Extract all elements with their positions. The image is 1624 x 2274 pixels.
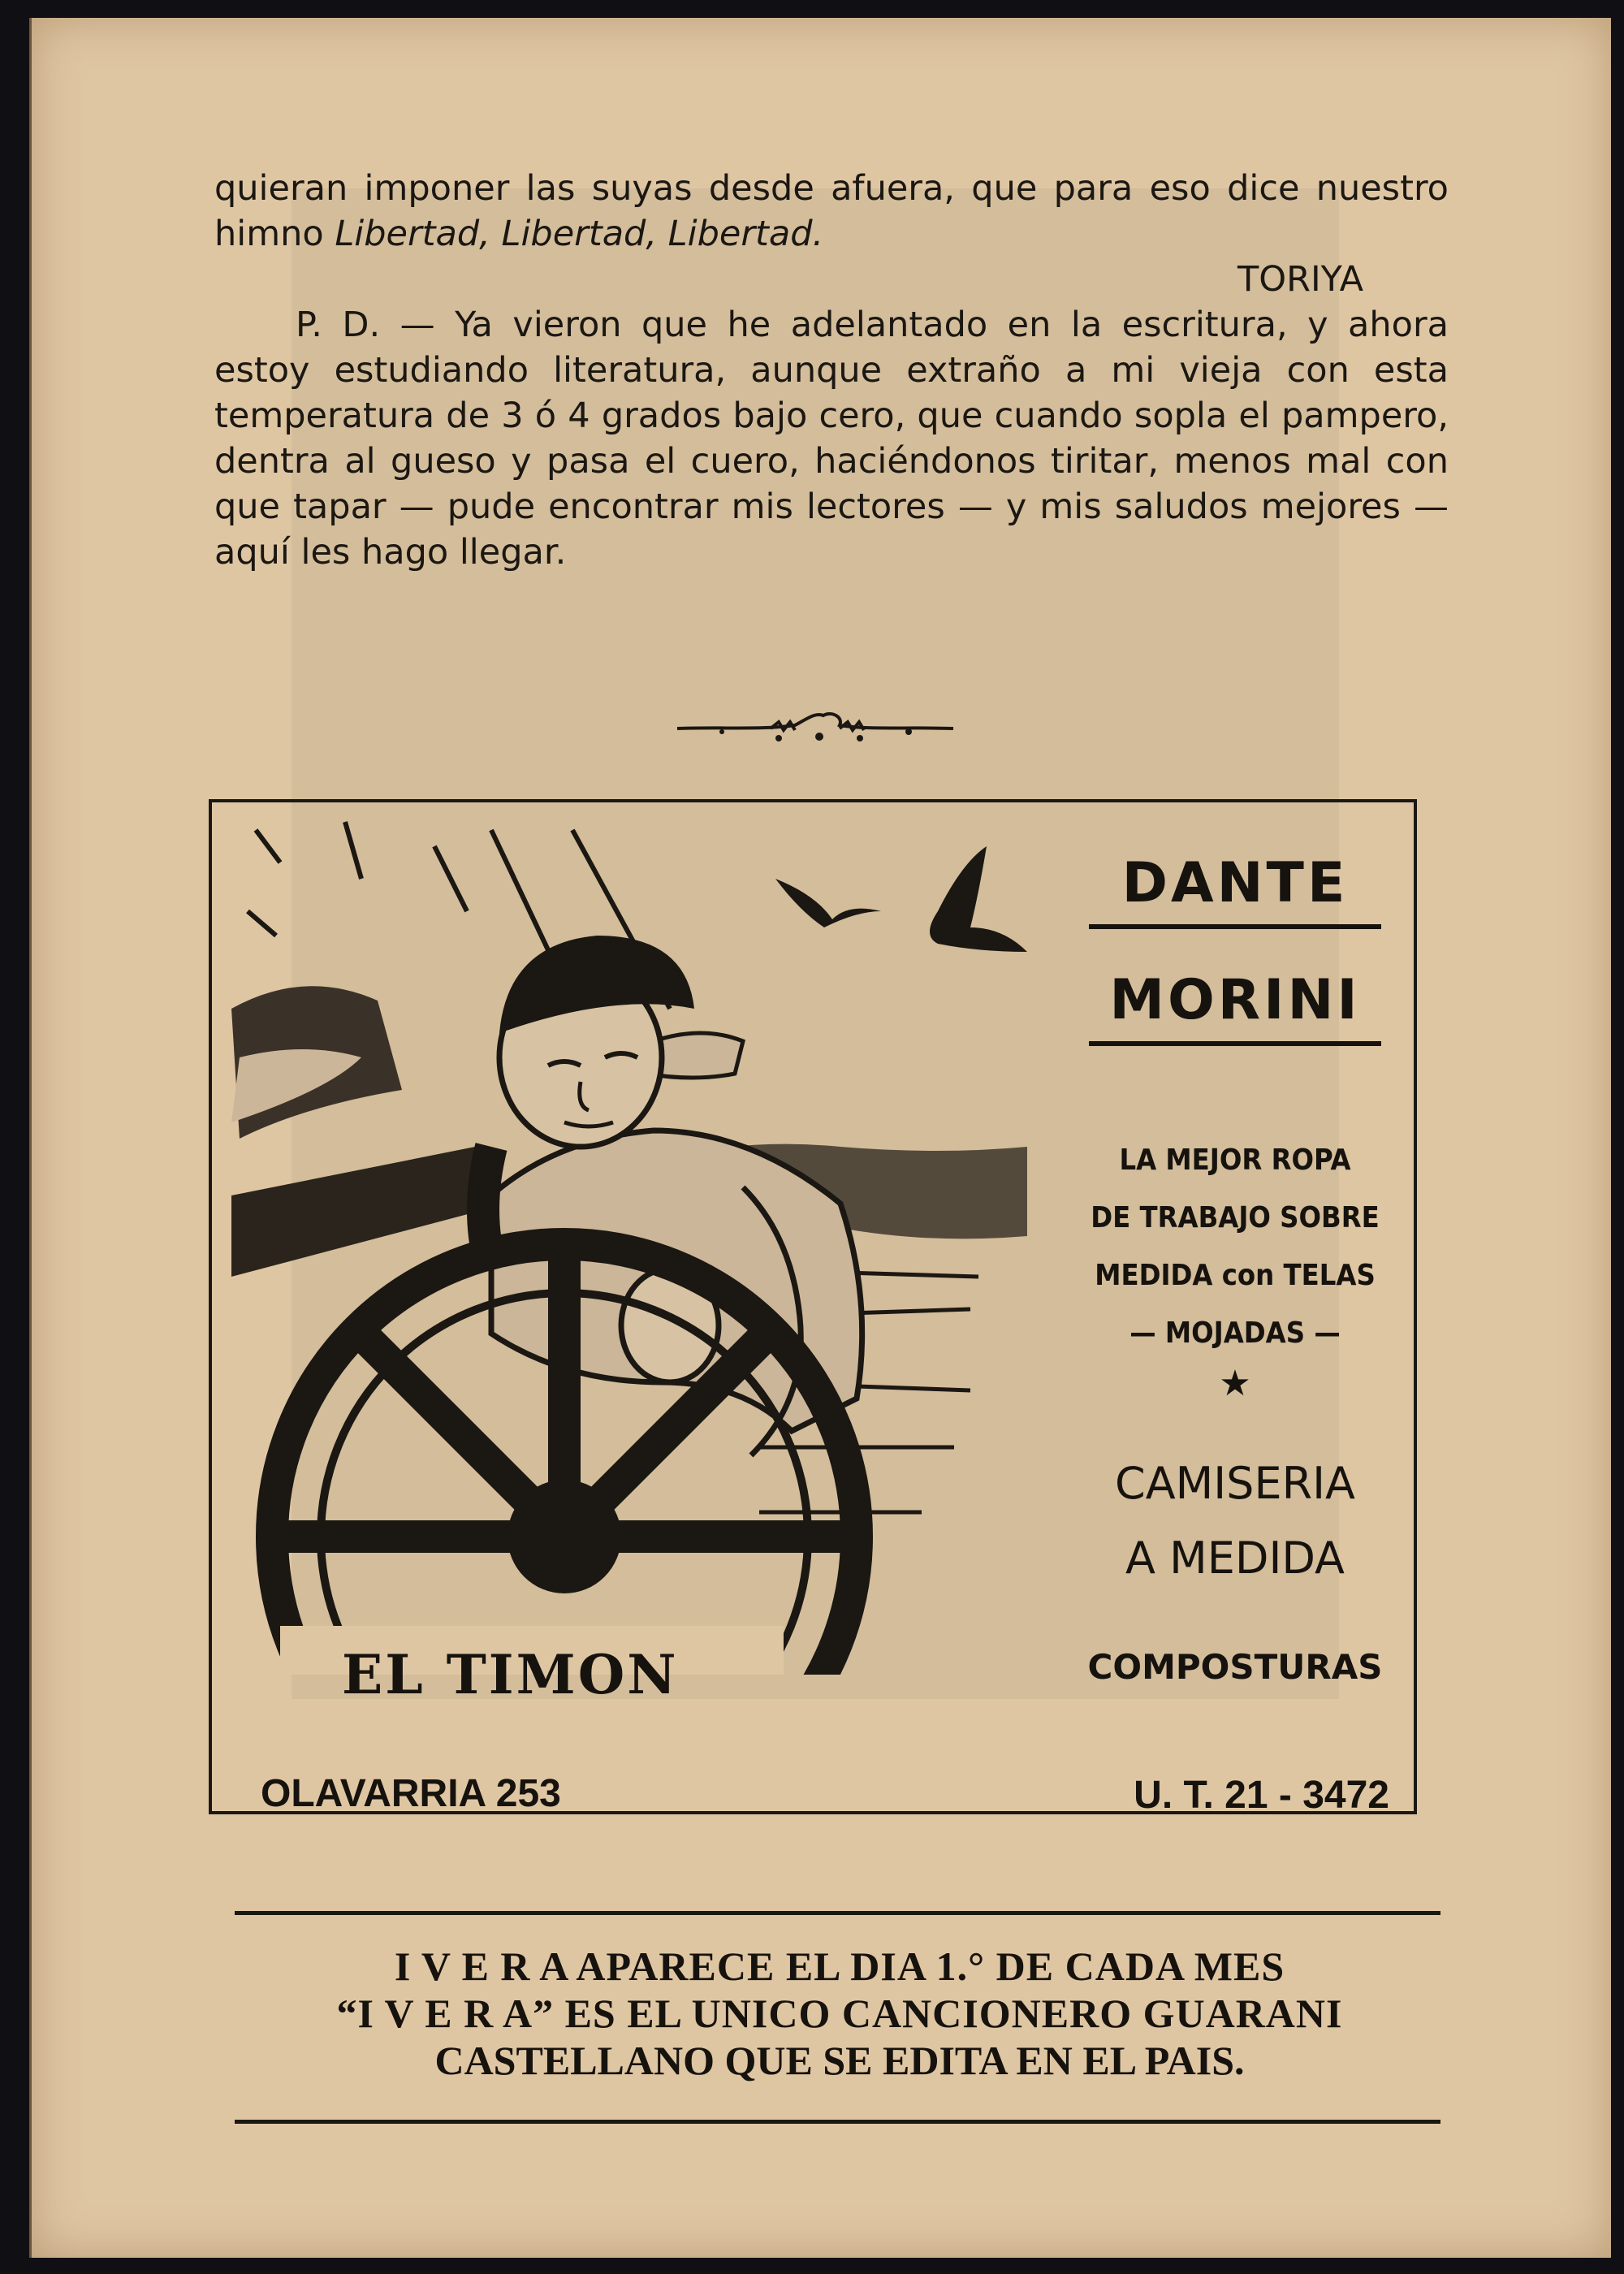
sailor-at-helm-illustration — [223, 814, 1060, 1675]
article-signature: TORIYA — [1237, 259, 1363, 300]
slogan-line: LA MEJOR ROPA — [1119, 1143, 1351, 1177]
footer-rule-bottom — [235, 2120, 1440, 2124]
ad-slogan — [1073, 1131, 1397, 1362]
footer-notice — [194, 1943, 1485, 2084]
anthem-quote: Libertad, Libertad, Libertad. — [335, 214, 824, 254]
camiseria-line: A MEDIDA — [1125, 1533, 1345, 1584]
ornament-divider — [673, 704, 957, 753]
footer-line: I V E R A APARECE EL DIA 1.° DE CADA MES — [394, 1943, 1285, 1989]
article-line: quieran imponer las suyas desde afuera, que para eso dice nuestro himno — [214, 168, 1449, 254]
slogan-line: MEDIDA con TELAS — [1095, 1259, 1376, 1292]
camiseria-text — [1073, 1446, 1397, 1596]
footer-rule-top — [235, 1911, 1440, 1915]
star-icon: ★ — [1219, 1363, 1251, 1404]
brand-rule-bottom — [1089, 1041, 1381, 1046]
composturas-text: COMPOSTURAS — [1087, 1647, 1383, 1687]
brand-name-first: DANTE — [1121, 851, 1349, 915]
slogan-line: DE TRABAJO SOBRE — [1091, 1201, 1380, 1234]
footer-line: CASTELLANO QUE SE EDITA EN EL PAIS. — [434, 2038, 1245, 2083]
ad-address: OLAVARRIA 253 — [261, 1772, 561, 1815]
ad-phone: U. T. 21 - 3472 — [1134, 1774, 1389, 1817]
brand-rule-top — [1089, 924, 1381, 929]
footer-line: “I V E R A” ES EL UNICO CANCIONERO GUARANI — [336, 1991, 1343, 2036]
camiseria-line: CAMISERIA — [1115, 1458, 1355, 1509]
article-text — [214, 166, 1449, 575]
article-postscript: P. D. — Ya vieron que he adelantado en la escritura, y ahora estoy estudiando literatura, aunque extraño a mi vieja con esta temperatura de 3 ó 4 grados bajo cero, que cuando sopla el pampero, dentra al gueso y pasa el cuero, haciéndonos tiritar, menos mal con que tapar — pude encontrar mis lectores — y mis saludos mejores — aquí les hago llegar. — [214, 305, 1449, 573]
illustration-caption: EL TIMON — [342, 1643, 679, 1706]
brand-name-last: MORINI — [1109, 968, 1361, 1032]
slogan-line: — MOJADAS — — [1129, 1316, 1341, 1350]
magazine-page — [29, 18, 1611, 2258]
article-paragraph-1 — [214, 166, 1449, 257]
advertisement-box — [209, 799, 1417, 1817]
